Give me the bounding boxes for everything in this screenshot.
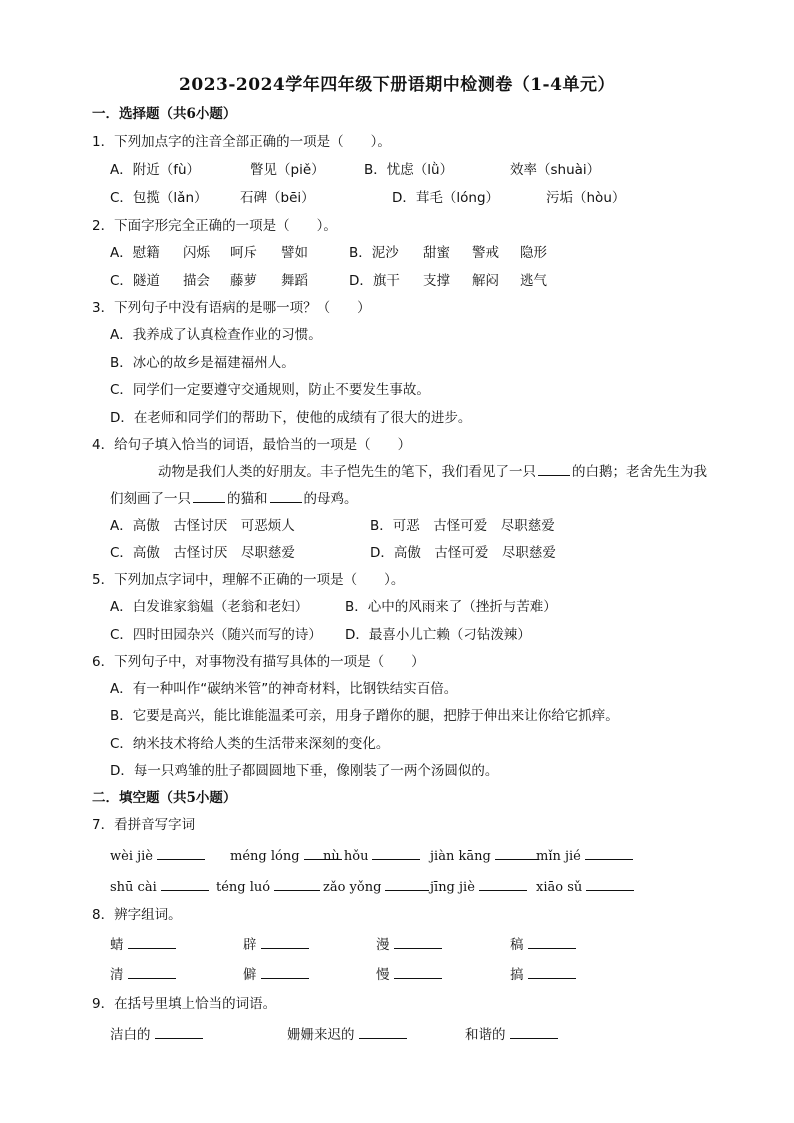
question-3-stem: 3．下列句子中没有语病的是哪一项？（ ） [92,300,371,316]
q2-option-b: B．泥沙 [349,245,399,261]
q4-passage-line1 [158,462,707,482]
q4-passage-text: 动物是我们人类的好朋友。丰子恺先生的笔下，我们看见了一只 [158,464,536,480]
q4-option-a: A．高傲 古怪讨厌 可恶烦人 [110,518,295,534]
q1-option-a: A．附近（fù） [110,162,201,178]
phrase-item: 洁白的 [110,1024,203,1045]
q1-option-b: B．忧虑（lǜ） [364,162,454,178]
q3-option-a: A．我养成了认真检查作业的习惯。 [110,327,322,343]
fill-blank[interactable] [538,462,570,476]
answer-blank[interactable] [372,845,420,860]
question-4-stem: 4．给句子填入恰当的词语，最恰当的一项是（ ） [92,437,412,453]
q4-option-d: D．高傲 古怪可爱 尽职慈爱 [370,545,556,561]
q1-option-c-2: 石碑（bēi） [240,190,315,206]
pinyin-item: nù hǒu [323,845,420,867]
q4-passage-text: 的白鹅；老舍先生为我 [572,464,707,480]
question-7-stem: 7．看拼音写字词 [92,817,196,833]
char-item: 搞 [510,964,576,985]
q2-word: 支撑 [423,273,450,289]
q3-option-b: B．冰心的故乡是福建福州人。 [110,355,295,371]
q2-option-c: C．隧道 [110,273,160,289]
q5-option-d: D．最喜小儿亡赖（刁钻泼辣） [345,627,531,643]
q6-option-a: A．有一种叫作“碳纳米管”的神奇材料，比钢铁结实百倍。 [110,681,458,697]
q4-passage-text: 们刻画了一只 [110,491,191,507]
char-item: 蜻 [110,934,176,955]
q2-word: 甜蜜 [423,245,450,261]
char-item: 辟 [243,934,309,955]
answer-blank[interactable] [394,934,442,949]
answer-blank[interactable] [479,876,527,891]
question-8-stem: 8．辨字组词。 [92,907,182,923]
pinyin-item: téng luó [216,876,320,898]
q2-word: 隐形 [520,245,547,261]
q1-option-d-2: 污垢（hòu） [546,190,626,206]
answer-blank[interactable] [274,876,320,891]
answer-blank[interactable] [585,845,633,860]
answer-blank[interactable] [155,1024,203,1039]
q4-passage-text: 的猫和 [227,491,268,507]
q1-option-c: C．包揽（lǎn） [110,190,208,206]
q3-option-c: C．同学们一定要遵守交通规则，防止不要发生事故。 [110,382,430,398]
q2-word: 呵斥 [230,245,257,261]
answer-blank[interactable] [528,934,576,949]
q5-option-b: B．心中的风雨来了（挫折与苦难） [345,599,557,615]
answer-blank[interactable] [359,1024,407,1039]
q4-passage-text: 的母鸡。 [303,491,358,507]
q3-option-d: D．在老师和同学们的帮助下，使他的成绩有了很大的进步。 [110,410,472,426]
pinyin-item: mǐn jié [536,845,633,867]
q2-word: 警戒 [472,245,499,261]
q2-word: 藤萝 [230,273,257,289]
q2-word: 闪烁 [183,245,210,261]
answer-blank[interactable] [261,964,309,979]
q5-option-c: C．四时田园杂兴（随兴而写的诗） [110,627,322,643]
q2-word: 舞蹈 [281,273,308,289]
question-2-stem: 2．下面字形完全正确的一项是（ ）。 [92,218,337,234]
pinyin-item: shū cài [110,876,209,898]
section-heading-fill: 二．填空题（共5小题） [92,790,237,806]
q1-option-a-2: 瞥见（piě） [250,162,325,178]
pinyin-item: jīng jiè [430,876,527,898]
char-item: 漫 [376,934,442,955]
char-item: 慢 [376,964,442,985]
question-1-stem: 1．下列加点字的注音全部正确的一项是（ ）。 [92,134,391,150]
char-item: 僻 [243,964,309,985]
pinyin-item: wèi jiè [110,845,205,867]
answer-blank[interactable] [495,845,539,860]
q2-word: 解闷 [472,273,499,289]
fill-blank[interactable] [270,489,302,503]
exam-title: 2023-2024学年四年级下册语期中检测卷（1-4单元） [179,75,615,95]
phrase-item: 和谐的 [465,1024,558,1045]
pinyin-item: xiāo sǔ [536,876,634,898]
answer-blank[interactable] [510,1024,558,1039]
q2-word: 譬如 [281,245,308,261]
answer-blank[interactable] [128,934,176,949]
question-9-stem: 9．在括号里填上恰当的词语。 [92,996,277,1012]
q6-option-c: C．纳米技术将给人类的生活带来深刻的变化。 [110,736,390,752]
q2-word: 描会 [183,273,210,289]
q5-option-a: A．白发谁家翁媪（老翁和老妇） [110,599,309,615]
fill-blank[interactable] [193,489,225,503]
char-item: 稿 [510,934,576,955]
q2-option-d: D．旗干 [349,273,400,289]
answer-blank[interactable] [161,876,209,891]
answer-blank[interactable] [261,934,309,949]
pinyin-item: jiàn kāng [430,845,539,867]
q2-option-a: A．慰籍 [110,245,160,261]
q1-option-b-2: 效率（shuài） [510,162,601,178]
answer-blank[interactable] [128,964,176,979]
q2-word: 逃气 [520,273,547,289]
answer-blank[interactable] [385,876,429,891]
phrase-item: 姗姗来迟的 [287,1024,407,1045]
answer-blank[interactable] [586,876,634,891]
q6-option-d: D．每一只鸡雏的肚子都圆圆地下垂，像刚装了一两个汤圆似的。 [110,763,499,779]
q4-option-c: C．高傲 古怪讨厌 尽职慈爱 [110,545,295,561]
answer-blank[interactable] [394,964,442,979]
question-6-stem: 6．下列句子中，对事物没有描写具体的一项是（ ） [92,654,425,670]
question-5-stem: 5．下列加点字词中，理解不正确的一项是（ ）。 [92,572,405,588]
q4-option-b: B．可恶 古怪可爱 尽职慈爱 [370,518,555,534]
answer-blank[interactable] [157,845,205,860]
char-item: 清 [110,964,176,985]
q6-option-b: B．它要是高兴，能比谁能温柔可亲，用身子蹭你的腿，把脖于伸出来让你给它抓痒。 [110,708,619,724]
answer-blank[interactable] [528,964,576,979]
pinyin-item: zǎo yǒng [323,876,429,898]
q1-option-d: D．茸毛（lóng） [392,190,500,206]
q4-passage-line2 [110,489,358,509]
section-heading-choice: 一．选择题（共6小题） [92,106,237,122]
pinyin-item: méng lóng [230,845,342,867]
